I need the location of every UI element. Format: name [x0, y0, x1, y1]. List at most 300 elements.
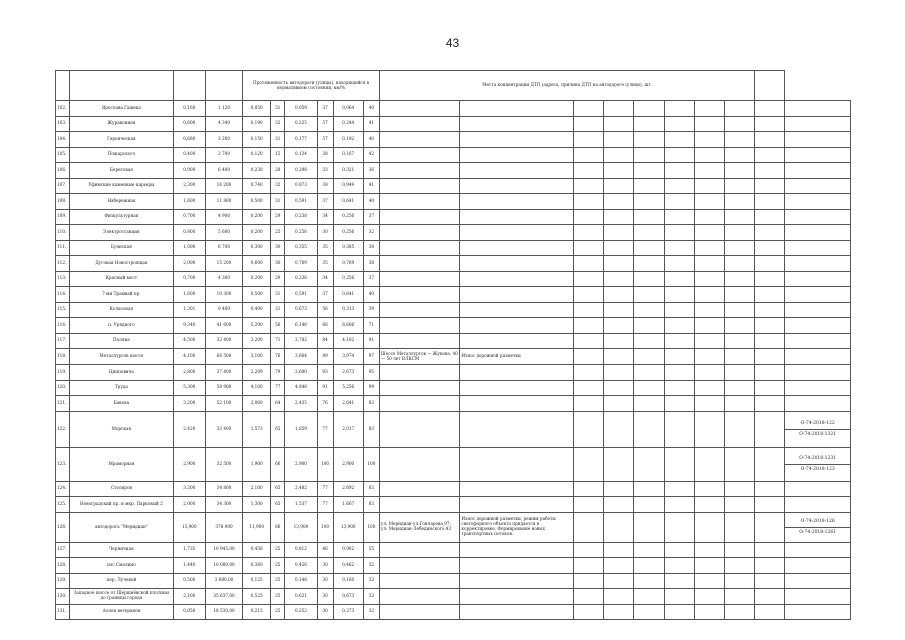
value-cell: 2,800 — [173, 365, 205, 381]
row-number: 130. — [56, 589, 70, 605]
value-cell: 32 — [363, 558, 379, 574]
empty-cell — [694, 380, 724, 396]
header-cell — [70, 71, 174, 101]
value-cell: 0,700 — [173, 209, 205, 225]
project-codes — [785, 302, 851, 318]
value-cell: 0,298 — [285, 163, 317, 179]
value-cell: 3,974 — [333, 349, 363, 365]
value-cell: 1,600 — [173, 194, 205, 210]
accident-address — [379, 256, 459, 272]
value-cell: 4 900 — [205, 209, 242, 225]
empty-cell — [724, 542, 754, 558]
value-cell: 2,100 — [243, 481, 271, 497]
table-row — [56, 147, 851, 163]
empty-cell — [694, 271, 724, 287]
value-cell: 66 500 — [205, 349, 242, 365]
value-cell: 5,256 — [333, 380, 363, 396]
accident-cause — [460, 302, 574, 318]
value-cell: 83 — [363, 411, 379, 447]
value-cell: 29 — [271, 271, 285, 287]
empty-cell — [604, 194, 634, 210]
value-cell: 31 — [271, 287, 285, 303]
value-cell: 41 — [363, 116, 379, 132]
header-cell — [755, 71, 785, 101]
empty-cell — [694, 411, 724, 447]
page-number: 43 — [445, 36, 460, 50]
empty-cell — [634, 271, 664, 287]
value-cell: 2,100 — [173, 589, 205, 605]
project-codes — [785, 116, 851, 132]
accident-cause — [460, 365, 574, 381]
project-codes — [785, 132, 851, 148]
project-codes — [785, 497, 851, 513]
street-name: Металлургов шоссе — [70, 349, 174, 365]
empty-cell — [574, 178, 604, 194]
value-cell: 52 100 — [205, 396, 242, 412]
value-cell: 0,313 — [333, 302, 363, 318]
header-cell — [173, 71, 205, 101]
empty-cell — [694, 240, 724, 256]
empty-cell — [664, 116, 694, 132]
empty-cell — [664, 349, 694, 365]
empty-cell — [634, 396, 664, 412]
header-cell — [56, 71, 70, 101]
empty-cell — [634, 318, 664, 334]
empty-cell — [694, 542, 724, 558]
project-codes — [785, 396, 851, 412]
value-cell: 2,673 — [333, 365, 363, 381]
value-cell: 25 — [271, 604, 285, 620]
empty-cell — [604, 349, 634, 365]
empty-cell — [604, 380, 634, 396]
empty-cell — [664, 287, 694, 303]
value-cell: 83 — [363, 396, 379, 412]
empty-cell — [694, 209, 724, 225]
accident-cause — [460, 240, 574, 256]
empty-cell — [755, 287, 785, 303]
empty-cell — [604, 558, 634, 574]
value-cell: 1,600 — [173, 287, 205, 303]
street-name: Мраморная — [70, 447, 174, 481]
value-cell: 0,064 — [333, 101, 363, 117]
street-name: Аллея ветеранов — [70, 604, 174, 620]
empty-cell — [634, 349, 664, 365]
street-name: Пожарского — [70, 147, 174, 163]
value-cell: 0,709 — [285, 256, 317, 272]
empty-cell — [724, 132, 754, 148]
empty-cell — [755, 318, 785, 334]
value-cell: 0,125 — [243, 573, 271, 589]
accident-cause — [460, 333, 574, 349]
value-cell: 0,673 — [333, 589, 363, 605]
value-cell: 41 — [363, 178, 379, 194]
empty-cell — [664, 302, 694, 318]
row-number: 122. — [56, 411, 70, 447]
value-cell: 37 — [317, 116, 333, 132]
value-cell: 0,192 — [333, 132, 363, 148]
value-cell: 0,673 — [285, 302, 317, 318]
value-cell: 31 — [271, 132, 285, 148]
empty-cell — [574, 287, 604, 303]
empty-cell — [755, 132, 785, 148]
street-name: Труда — [70, 380, 174, 396]
empty-cell — [574, 271, 604, 287]
empty-cell — [664, 512, 694, 542]
empty-cell — [574, 604, 604, 620]
empty-cell — [694, 194, 724, 210]
accident-address — [379, 542, 459, 558]
empty-cell — [604, 147, 634, 163]
table-row — [56, 271, 851, 287]
table-row — [56, 256, 851, 272]
project-codes — [785, 558, 851, 574]
project-codes — [785, 447, 851, 481]
value-cell: 31 — [271, 101, 285, 117]
value-cell: 71 — [271, 333, 285, 349]
empty-cell — [694, 558, 724, 574]
street-name: 7-ми Трамвай пр. — [70, 287, 174, 303]
empty-cell — [634, 558, 664, 574]
value-cell: 83 — [363, 481, 379, 497]
empty-cell — [694, 132, 724, 148]
row-number: 128. — [56, 558, 70, 574]
empty-cell — [664, 333, 694, 349]
accident-address — [379, 481, 459, 497]
value-cell: 13,900 — [285, 512, 317, 542]
value-cell: 1 120 — [205, 101, 242, 117]
value-cell: 0,385 — [333, 240, 363, 256]
value-cell: 38 — [317, 147, 333, 163]
empty-cell — [724, 481, 754, 497]
empty-cell — [574, 225, 604, 241]
accident-cause — [460, 396, 574, 412]
value-cell: 0,256 — [333, 225, 363, 241]
empty-cell — [755, 447, 785, 481]
value-cell: 34 — [317, 209, 333, 225]
value-cell: 39 — [363, 302, 379, 318]
table-row — [56, 101, 851, 117]
value-cell: 38 — [363, 240, 379, 256]
value-cell: 9 400 — [205, 302, 242, 318]
empty-cell — [755, 589, 785, 605]
empty-cell — [634, 240, 664, 256]
value-cell: 0,050 — [243, 101, 271, 117]
value-cell: 2,060 — [243, 396, 271, 412]
accident-address — [379, 116, 459, 132]
project-code: О-74-2018-126 — [800, 519, 835, 525]
value-cell: 65 — [271, 411, 285, 447]
value-cell: 0,462 — [333, 558, 363, 574]
project-codes — [785, 411, 851, 447]
empty-cell — [724, 287, 754, 303]
value-cell: 34 300 — [205, 497, 242, 513]
empty-cell — [634, 542, 664, 558]
table-row — [56, 225, 851, 241]
accident-address — [379, 333, 459, 349]
empty-cell — [574, 396, 604, 412]
value-cell: 65 — [271, 497, 285, 513]
row-number: 109. — [56, 209, 70, 225]
row-number: 110. — [56, 225, 70, 241]
empty-cell — [724, 178, 754, 194]
project-codes — [785, 287, 851, 303]
table-row — [56, 589, 851, 605]
empty-cell — [694, 396, 724, 412]
value-cell: 77 — [317, 497, 333, 513]
value-cell: 25 — [271, 542, 285, 558]
accident-cause — [460, 225, 574, 241]
empty-cell — [724, 396, 754, 412]
empty-cell — [574, 573, 604, 589]
value-cell: 30 — [271, 240, 285, 256]
empty-cell — [604, 411, 634, 447]
project-codes — [785, 542, 851, 558]
value-cell: 0,500 — [173, 573, 205, 589]
empty-cell — [604, 256, 634, 272]
empty-cell — [634, 589, 664, 605]
street-name: Западное шоссе от Шершнёвской плотины до границы города — [70, 589, 174, 605]
accident-address — [379, 589, 459, 605]
value-cell: 37 — [317, 101, 333, 117]
empty-cell — [694, 287, 724, 303]
empty-cell — [664, 101, 694, 117]
table-row — [56, 604, 851, 620]
value-cell: 16 200 — [205, 178, 242, 194]
row-number: 125. — [56, 497, 70, 513]
row-number: 102. — [56, 101, 70, 117]
street-name: Бакова — [70, 396, 174, 412]
row-number: 106. — [56, 163, 70, 179]
empty-cell — [664, 225, 694, 241]
value-cell: 15 200 — [205, 256, 242, 272]
empty-cell — [664, 542, 694, 558]
empty-cell — [664, 589, 694, 605]
row-number: 118. — [56, 349, 70, 365]
value-cell: 2,209 — [243, 365, 271, 381]
value-cell: 93 — [317, 365, 333, 381]
value-cell: 0,740 — [243, 178, 271, 194]
empty-cell — [664, 194, 694, 210]
value-cell: 6,146 — [285, 318, 317, 334]
value-cell: 378 000 — [205, 512, 242, 542]
value-cell: 95 — [363, 365, 379, 381]
table-row — [56, 411, 851, 447]
empty-cell — [574, 447, 604, 481]
value-cell: 0,134 — [285, 147, 317, 163]
empty-cell — [634, 447, 664, 481]
row-number: 112. — [56, 256, 70, 272]
empty-cell — [634, 132, 664, 148]
project-codes — [785, 349, 851, 365]
value-cell: 91 — [363, 333, 379, 349]
empty-cell — [694, 163, 724, 179]
value-cell: 1,000 — [173, 240, 205, 256]
empty-cell — [574, 116, 604, 132]
empty-cell — [574, 318, 604, 334]
empty-cell — [604, 542, 634, 558]
empty-cell — [634, 365, 664, 381]
empty-cell — [634, 225, 664, 241]
empty-cell — [755, 349, 785, 365]
project-codes — [785, 101, 851, 117]
project-codes — [785, 318, 851, 334]
accident-cause — [460, 558, 574, 574]
empty-cell — [574, 512, 604, 542]
value-cell: 0,400 — [243, 302, 271, 318]
row-number: 115. — [56, 302, 70, 318]
value-cell: 2,435 — [285, 396, 317, 412]
value-cell: 32 — [363, 604, 379, 620]
value-cell: 32 — [271, 178, 285, 194]
value-cell: 83 — [363, 497, 379, 513]
empty-cell — [724, 589, 754, 605]
header-length-group: Протяженность автодороги (улицы), находящейся в нормативном состоянии, км/% — [243, 71, 380, 101]
value-cell: 0,680 — [173, 132, 205, 148]
row-number: 123. — [56, 447, 70, 481]
empty-cell — [574, 411, 604, 447]
value-cell: 13,900 — [173, 512, 205, 542]
empty-cell — [574, 163, 604, 179]
empty-cell — [664, 411, 694, 447]
accident-address — [379, 604, 459, 620]
row-number: 114. — [56, 287, 70, 303]
value-cell: 100 — [317, 447, 333, 481]
accident-cause — [460, 542, 574, 558]
value-cell: 1,859 — [285, 411, 317, 447]
value-cell: 4,100 — [173, 349, 205, 365]
row-number: 103. — [56, 116, 70, 132]
empty-cell — [755, 147, 785, 163]
street-name: Электростанция — [70, 225, 174, 241]
street-name: Береговая — [70, 163, 174, 179]
accident-address — [379, 132, 459, 148]
empty-cell — [664, 604, 694, 620]
project-code: О-74-2018-1321 — [785, 429, 850, 439]
value-cell: 0,200 — [243, 271, 271, 287]
empty-cell — [694, 573, 724, 589]
value-cell: 0,236 — [285, 271, 317, 287]
value-cell: 0,641 — [333, 287, 363, 303]
empty-cell — [755, 271, 785, 287]
empty-cell — [664, 481, 694, 497]
empty-cell — [755, 604, 785, 620]
empty-cell — [574, 333, 604, 349]
empty-cell — [694, 512, 724, 542]
value-cell: 0,238 — [285, 209, 317, 225]
accident-address — [379, 287, 459, 303]
project-codes — [785, 147, 851, 163]
accident-cause — [460, 589, 574, 605]
value-cell: 10 080,00 — [205, 558, 242, 574]
value-cell: 0,244 — [333, 116, 363, 132]
table-row — [56, 380, 851, 396]
empty-cell — [724, 318, 754, 334]
accident-address — [379, 209, 459, 225]
row-number: 129. — [56, 573, 70, 589]
accident-address — [379, 365, 459, 381]
accident-cause — [460, 163, 574, 179]
value-cell: 56 — [317, 302, 333, 318]
value-cell: 6 700 — [205, 240, 242, 256]
empty-cell — [664, 147, 694, 163]
value-cell: 30 — [317, 558, 333, 574]
value-cell: 37 — [317, 132, 333, 148]
empty-cell — [755, 333, 785, 349]
empty-cell — [724, 349, 754, 365]
table-row — [56, 497, 851, 513]
table-row — [56, 318, 851, 334]
empty-cell — [664, 163, 694, 179]
empty-cell — [664, 271, 694, 287]
value-cell: 0,949 — [333, 178, 363, 194]
value-cell: 65 — [271, 481, 285, 497]
table-row — [56, 116, 851, 132]
empty-cell — [755, 396, 785, 412]
value-cell: 37 — [317, 287, 333, 303]
accident-cause — [460, 287, 574, 303]
value-cell: 3,782 — [285, 333, 317, 349]
empty-cell — [724, 116, 754, 132]
accident-address — [379, 396, 459, 412]
empty-cell — [755, 240, 785, 256]
value-cell: 89 — [317, 349, 333, 365]
value-cell: 6 400 — [205, 163, 242, 179]
project-codes — [785, 163, 851, 179]
value-cell: 77 — [317, 411, 333, 447]
value-cell: 58 900 — [205, 380, 242, 396]
empty-cell — [604, 132, 634, 148]
project-code: О-74-2018-1231 — [799, 456, 837, 462]
value-cell: 0,273 — [333, 604, 363, 620]
empty-cell — [634, 302, 664, 318]
empty-cell — [724, 271, 754, 287]
empty-cell — [724, 225, 754, 241]
project-code: О-74-2018-1261 — [785, 527, 850, 537]
value-cell: 25 — [271, 573, 285, 589]
project-codes — [785, 256, 851, 272]
empty-cell — [604, 302, 634, 318]
accident-cause — [460, 116, 574, 132]
table-row — [56, 396, 851, 412]
row-number: 108. — [56, 194, 70, 210]
value-cell: 32 — [271, 116, 285, 132]
value-cell: 3,200 — [173, 396, 205, 412]
row-number: 104. — [56, 132, 70, 148]
value-cell: 0,700 — [173, 271, 205, 287]
street-name: Морская — [70, 411, 174, 447]
empty-cell — [724, 240, 754, 256]
empty-cell — [664, 558, 694, 574]
empty-cell — [574, 497, 604, 513]
street-name: Физкультурная — [70, 209, 174, 225]
empty-cell — [634, 101, 664, 117]
value-cell: 100 — [363, 512, 379, 542]
value-cell: 100 — [317, 512, 333, 542]
project-codes — [785, 209, 851, 225]
empty-cell — [755, 512, 785, 542]
empty-cell — [724, 604, 754, 620]
value-cell: 4 340 — [205, 116, 242, 132]
value-cell: 0,252 — [285, 604, 317, 620]
empty-cell — [755, 497, 785, 513]
value-cell: 0,525 — [243, 589, 271, 605]
empty-cell — [694, 178, 724, 194]
empty-cell — [694, 318, 724, 334]
value-cell: 2,900 — [173, 447, 205, 481]
empty-cell — [755, 573, 785, 589]
accident-address — [379, 147, 459, 163]
accident-address — [379, 194, 459, 210]
